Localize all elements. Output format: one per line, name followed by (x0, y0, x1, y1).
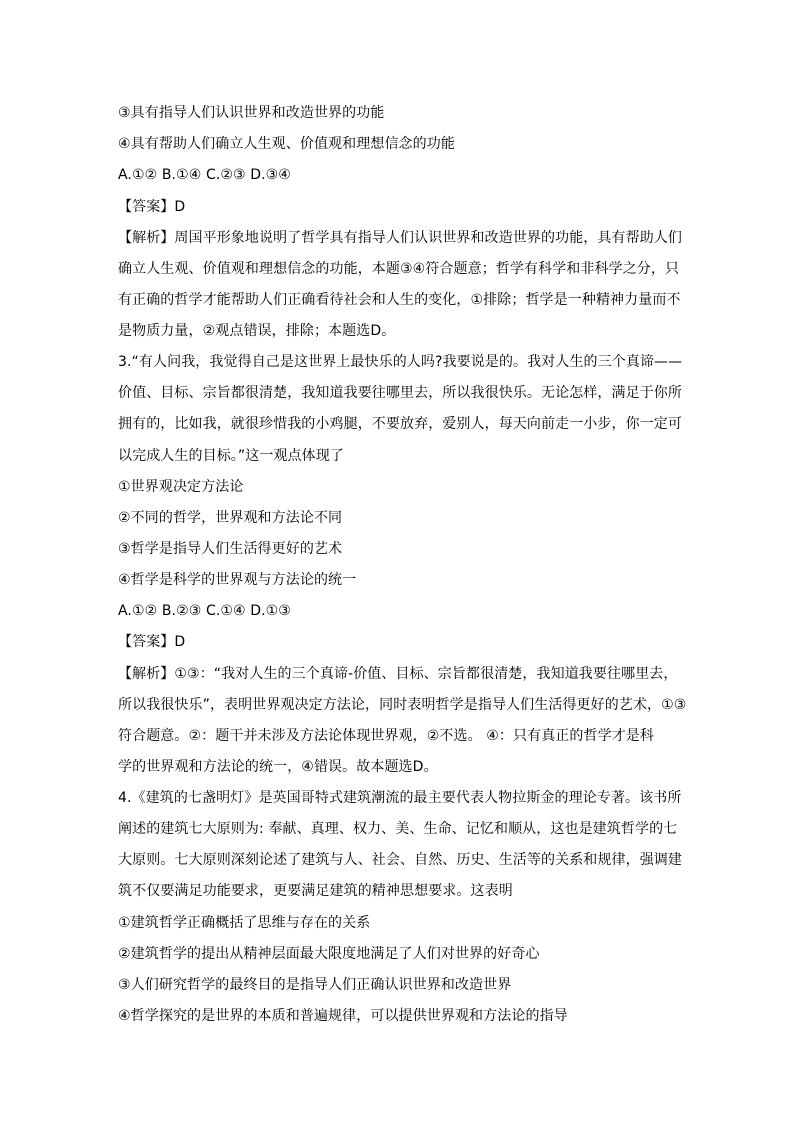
analysis-line: 【解析】①③：“我对人生的三个真谛-价值、目标、宗旨都很清楚，我知道我要往哪里去， (118, 666, 678, 682)
question-4-stem: 筑不仅要满足功能要求，更要满足建筑的精神思想要求。这表明 (118, 883, 513, 899)
option-4-text: ④哲学探究的是世界的本质和普遍规律，可以提供世界观和方法论的指导 (118, 1008, 568, 1024)
question-4-stem: 大原则。七大原则深刻论述了建筑与人、社会、自然、历史、生活等的关系和规律，强调建 (118, 852, 682, 868)
option-1-text: ①建筑哲学正确概括了思维与存在的关系 (118, 915, 371, 931)
question-4-stem: 阐述的建筑七大原则为: 奉献、真理、权力、美、生命、记忆和顺从，这也是建筑哲学的七 (118, 821, 678, 837)
analysis-line: 有正确的哲学才能帮助人们正确看待社会和人生的变化，①排除；哲学是一种精神力量而不 (118, 292, 681, 308)
option-1-text: ①世界观决定方法论 (118, 479, 244, 495)
analysis-line: 是物质力量，②观点错误，排除；本题选D。 (118, 323, 396, 339)
option-2-text: ②不同的哲学，世界观和方法论不同 (118, 510, 343, 526)
option-4-text: ④具有帮助人们确立人生观、价值观和理想信念的功能 (118, 136, 455, 152)
option-3-text: ③哲学是指导人们生活得更好的艺术 (118, 541, 343, 557)
option-3-text: ③人们研究哲学的最终目的是指导人们正确认识世界和改造世界 (118, 977, 512, 993)
analysis-line: 【解析】周国平形象地说明了哲学具有指导人们认识世界和改造世界的功能，具有帮助人们 (118, 230, 682, 246)
question-3-stem: 以完成人生的目标。”这一观点体现了 (118, 448, 344, 464)
analysis-line: 确立人生观、价值观和理想信念的功能，本题③④符合题意；哲学有科学和非科学之分，只 (118, 261, 680, 277)
question-3-stem: 3.“有人问我，我觉得自己是这世界上最快乐的人吗?我要说是的。我对人生的三个真谛—— (118, 354, 683, 370)
answer-line: 【答案】D (118, 634, 186, 650)
question-3-stem: 拥有的，比如我，就很珍惜我的小鸡腿，不要放弃，爱别人，每天向前走一小步，你一定可 (118, 416, 682, 432)
analysis-line: 符合题意。②：题干并未涉及方法论体现世界观，②不选。 ④：只有真正的哲学才是科 (118, 728, 655, 744)
analysis-line: 所以我很快乐”，表明世界观决定方法论，同时表明哲学是指导人们生活得更好的艺术，①③ (118, 697, 687, 713)
option-3-text: ③具有指导人们认识世界和改造世界的功能 (118, 105, 385, 121)
choices-line: A.①② B.①④ C.②③ D.③④ (118, 167, 291, 183)
question-4-stem: 4.《建筑的七盏明灯》是英国哥特式建筑潮流的最主要代表人物拉斯金的理论专著。该书所 (118, 790, 682, 806)
option-4-text: ④哲学是科学的世界观与方法论的统一 (118, 572, 357, 588)
answer-line: 【答案】D (118, 199, 186, 215)
choices-line: A.①② B.②③ C.①④ D.①③ (118, 603, 291, 619)
analysis-line: 学的世界观和方法论的统一，④错误。故本题选D。 (118, 759, 438, 775)
question-3-stem: 价值、目标、宗旨都很清楚，我知道我要往哪里去，所以我很快乐。无论怎样，满足于你所 (118, 385, 682, 401)
option-2-text: ②建筑哲学的提出从精神层面最大限度地满足了人们对世界的好奇心 (118, 946, 540, 962)
